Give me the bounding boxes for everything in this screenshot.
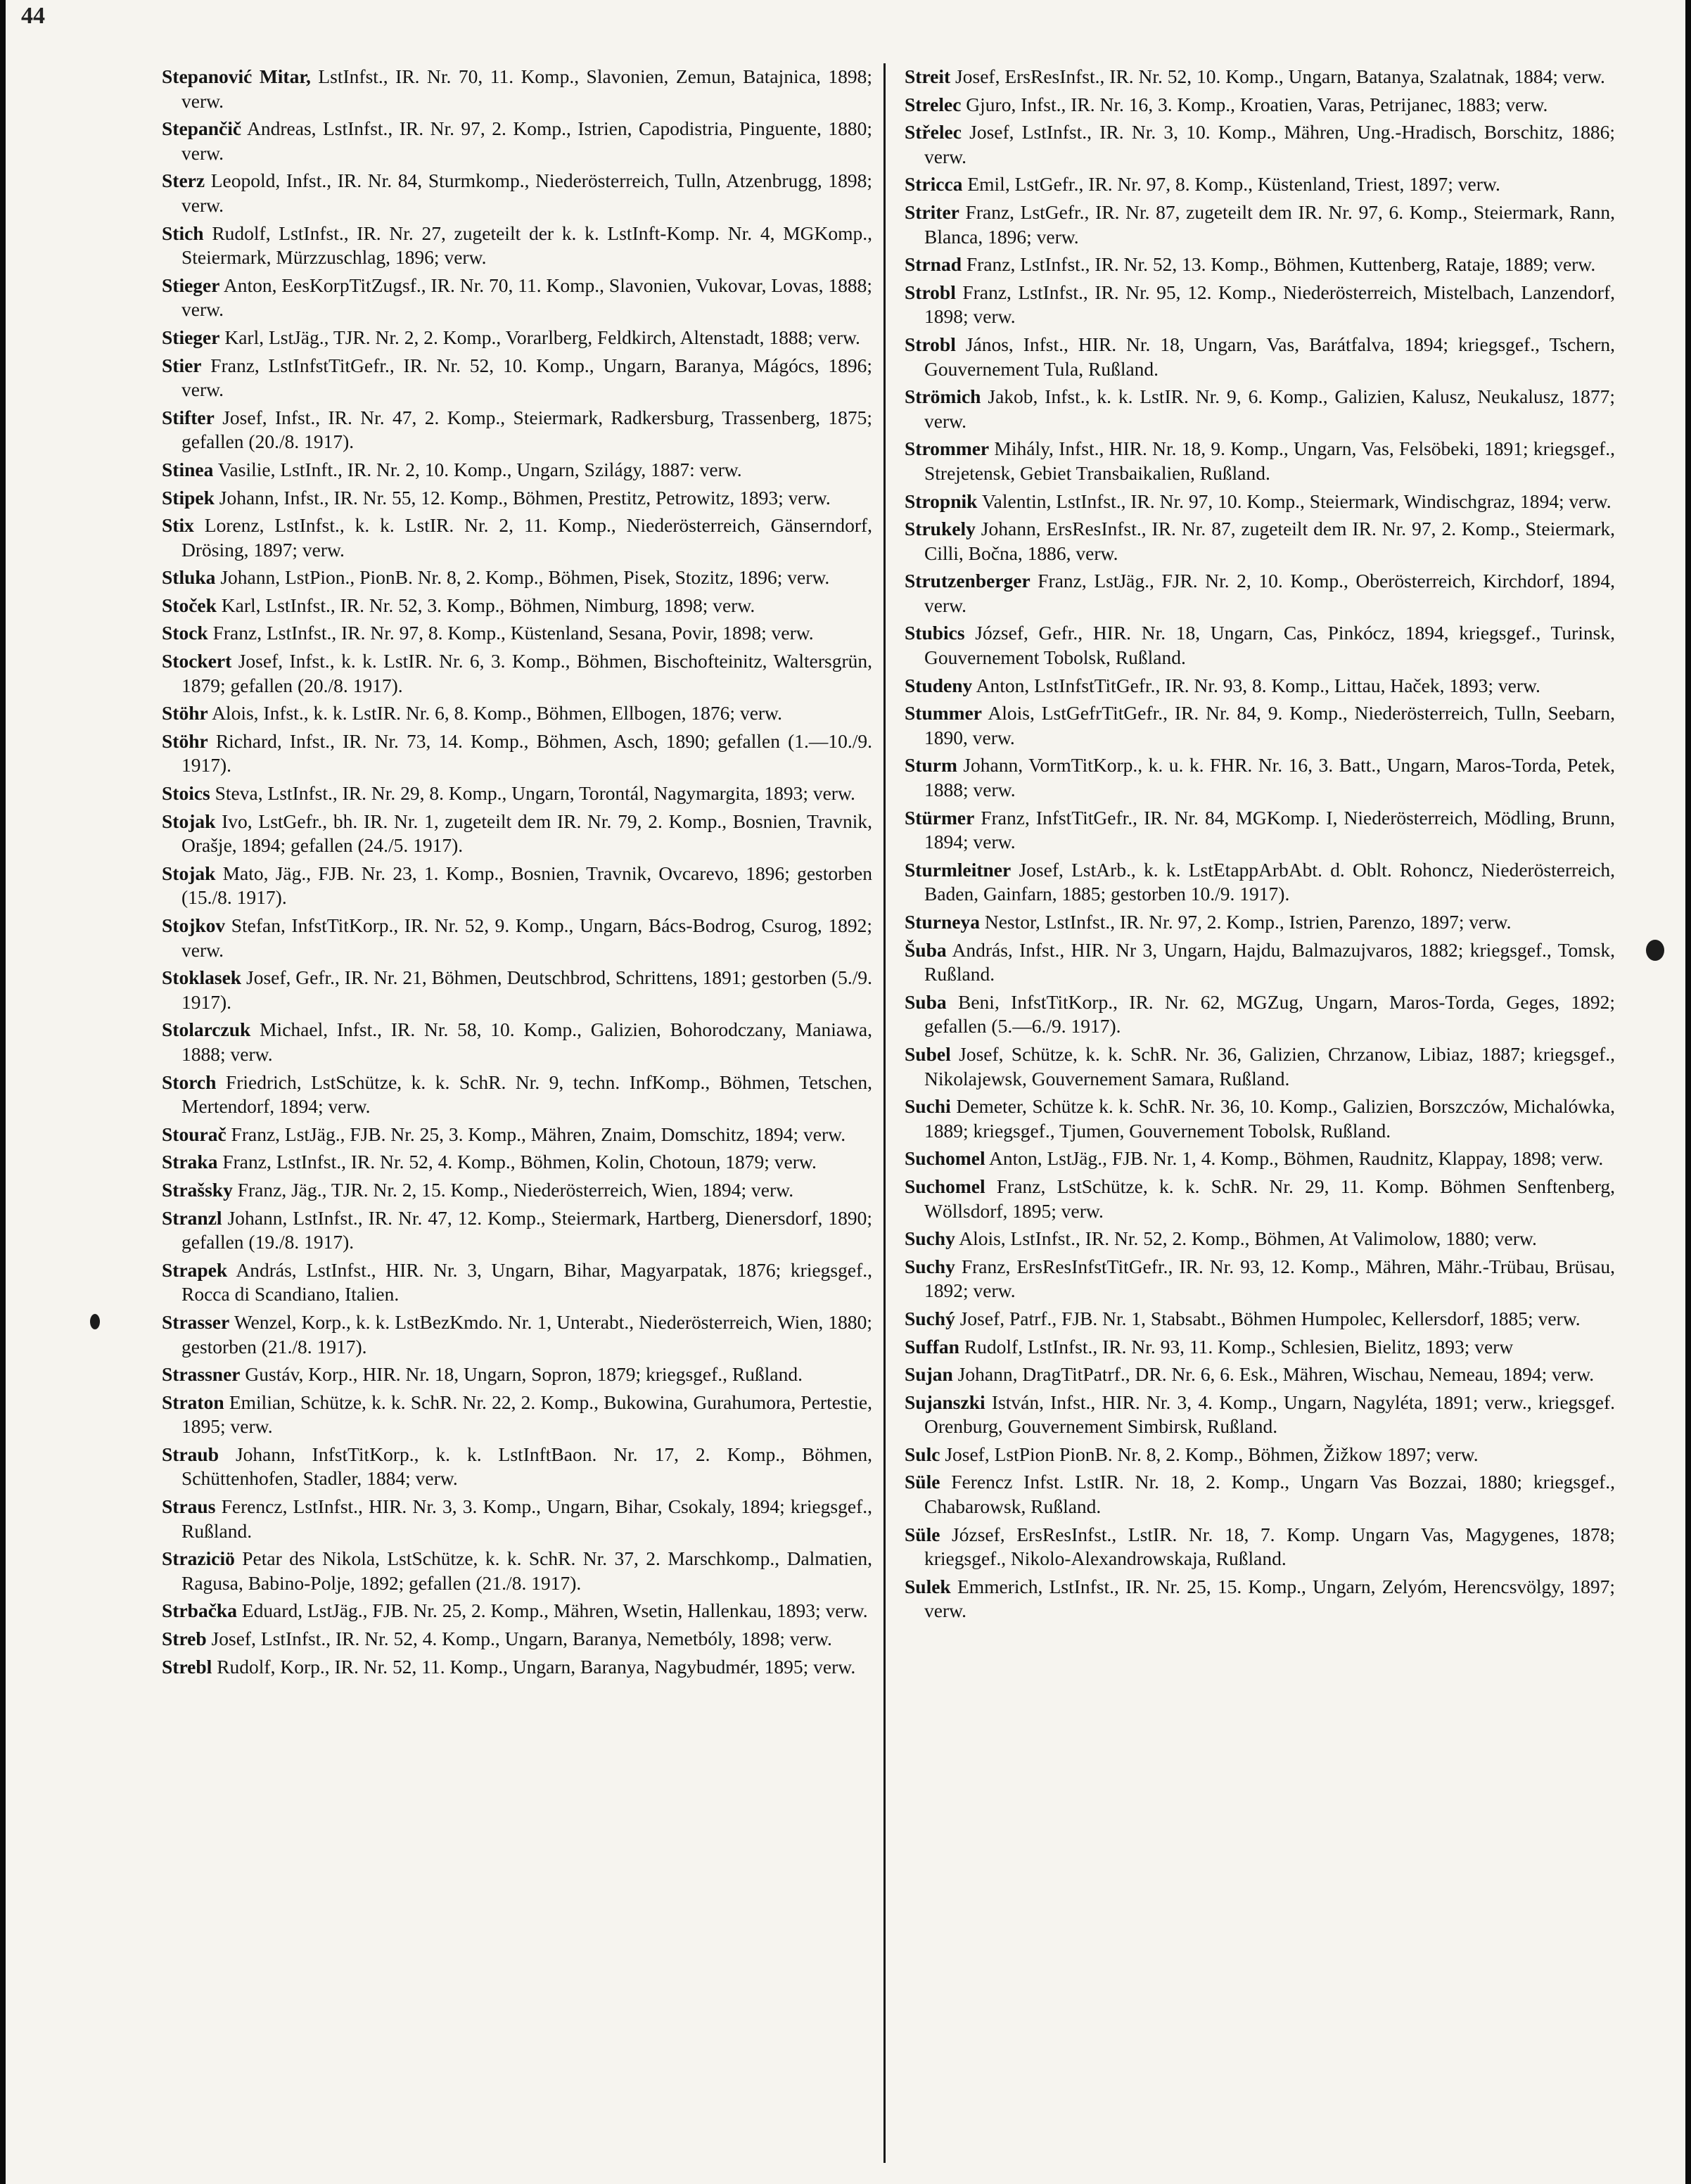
entry-surname: Stojkov	[162, 914, 226, 936]
entry-details: Anton, EesKorpTitZugsf., IR. Nr. 70, 11. Komp., Slavonien, Vukovar, Lovas, 1888; verw.	[181, 274, 873, 321]
entry-details: Jakob, Infst., k. k. LstIR. Nr. 9, 6. Komp., Galizien, Kalusz, Neukalusz, 1877; verw.	[924, 385, 1616, 432]
casualty-entry	[905, 1470, 1615, 1519]
casualty-entry	[162, 594, 872, 618]
casualty-entry	[162, 1443, 872, 1491]
entry-details: Anton, LstJäg., FJB. Nr. 1, 4. Komp., Böhmen, Raudnitz, Klappay, 1898; verw.	[988, 1147, 1604, 1170]
entry-surname: Stolarczuk	[162, 1018, 251, 1041]
entry-details: József, ErsResInfst., LstIR. Nr. 18, 7. Komp. Ungarn Vas, Magygenes, 1878; kriegsgef., Nikolo-Alexandrowskaja, Rußland.	[924, 1523, 1615, 1570]
entry-details: Emmerich, LstInfst., IR. Nr. 25, 15. Komp., Ungarn, Zelyóm, Herencsvölgy, 1897; verw.	[924, 1575, 1615, 1622]
entry-surname: Stropnik	[905, 490, 978, 512]
casualty-entry	[162, 862, 872, 910]
entry-details: Johann, LstInfst., IR. Nr. 47, 12. Komp., Steiermark, Hartberg, Dienersdorf, 1890; gefallen (19./8. 1917).	[181, 1206, 873, 1253]
entry-details: Franz, LstInfst., IR. Nr. 97, 8. Komp., Küstenland, Sesana, Povir, 1898; verw.	[212, 622, 814, 644]
casualty-entry	[162, 406, 872, 454]
entry-details: Mihály, Infst., HIR. Nr. 18, 9. Komp., Ungarn, Vas, Felsöbeki, 1891; kriegsgef., Strejetensk, Gebiet Transbaikalien, Rußland.	[924, 438, 1616, 484]
entry-details: Josef, Infst., k. k. LstIR. Nr. 6, 3. Komp., Böhmen, Bischofteinitz, Waltersgrün, 1879; gefallen (20./8. 1917).	[181, 650, 872, 696]
casualty-entry	[162, 1310, 872, 1359]
casualty-entry	[162, 1123, 872, 1147]
entry-surname: Stix	[162, 514, 194, 537]
entry-surname: Strašsky	[162, 1178, 233, 1201]
casualty-entry	[162, 781, 872, 806]
entry-details: Josef, Patrf., FJB. Nr. 1, Stabsabt., Böhmen Humpolec, Kellersdorf, 1885; verw.	[959, 1307, 1581, 1329]
casualty-entry	[905, 1147, 1615, 1171]
casualty-entry	[162, 914, 872, 962]
entry-details: Anton, LstInfstTitGefr., IR. Nr. 93, 8. Komp., Littau, Haček, 1893; verw.	[976, 674, 1540, 696]
entry-surname: Sturmleitner	[905, 858, 1012, 881]
entry-surname: Strnad	[905, 253, 962, 276]
entry-details: Andreas, LstInfst., IR. Nr. 97, 2. Komp., Istrien, Capodistria, Pinguente, 1880; verw.	[181, 117, 872, 164]
casualty-entry	[162, 1495, 872, 1543]
casualty-entry	[905, 1227, 1615, 1251]
entry-details: József, Gefr., HIR. Nr. 18, Ungarn, Cas, Pinkócz, 1894, kriegsgef., Turinsk, Gouvernement Tobolsk, Rußland.	[924, 622, 1616, 669]
entry-details: Josef, LstPion PionB. Nr. 8, 2. Komp., Böhmen, Žižkow 1897; verw.	[945, 1443, 1479, 1465]
entry-surname: Strbačka	[162, 1599, 237, 1622]
entry-details: Josef, ErsResInfst., IR. Nr. 52, 10. Komp., Ungarn, Batanya, Szalatnak, 1884; verw.	[955, 65, 1605, 87]
entry-surname: Straton	[162, 1391, 224, 1413]
casualty-entry	[905, 490, 1615, 514]
entry-details: Rudolf, LstInfst., IR. Nr. 27, zugeteilt der k. k. LstInft-Komp. Nr. 4, MGKomp., Steiermark, Mürzzuschlag, 1896; verw.	[181, 222, 873, 269]
casualty-entry	[162, 729, 872, 778]
casualty-entry	[162, 1206, 872, 1255]
entry-surname: Stock	[162, 622, 208, 644]
entry-details: Rudolf, Korp., IR. Nr. 52, 11. Komp., Ungarn, Baranya, Nagybudmér, 1895; verw.	[217, 1655, 856, 1678]
entry-details: Johann, LstPion., PionB. Nr. 8, 2. Komp., Böhmen, Pisek, Stozitz, 1896; verw.	[220, 566, 830, 589]
casualty-entry	[905, 253, 1615, 277]
entry-details: Franz, LstGefr., IR. Nr. 87, zugeteilt dem IR. Nr. 97, 6. Komp., Steiermark, Rann, Blanca, 1896; verw.	[924, 200, 1616, 248]
entry-surname: Suffan	[905, 1335, 959, 1358]
casualty-entry	[162, 1150, 872, 1175]
entry-details: Karl, LstInfst., IR. Nr. 52, 3. Komp., Böhmen, Nimburg, 1898; verw.	[221, 594, 755, 616]
entry-surname: Strapek	[162, 1258, 228, 1281]
casualty-entry	[905, 806, 1615, 855]
casualty-entry	[905, 910, 1615, 935]
entry-surname: Striter	[905, 200, 959, 223]
entry-surname: Sterz	[162, 170, 205, 192]
entry-surname: Stummer	[905, 702, 982, 724]
entry-details: Alois, LstGefrTitGefr., IR. Nr. 84, 9. Komp., Niederösterreich, Tulln, Seebarn, 1890, verw.	[924, 702, 1615, 748]
entry-surname: Stinea	[162, 458, 214, 480]
entry-details: Petar des Nikola, LstSchütze, k. k. SchR. Nr. 37, 2. Marschkomp., Dalmatien, Ragusa, Babino-Polje, 1892; gefallen (21./8. 1917).	[181, 1547, 872, 1594]
casualty-entry	[905, 517, 1615, 566]
entry-details: István, Infst., HIR. Nr. 3, 4. Komp., Ungarn, Nagyléta, 1891; verw., kriegsgef. Orenburg, Gouvernement Simbirsk, Rußland.	[924, 1391, 1616, 1438]
entry-surname: Suchomel	[905, 1147, 985, 1170]
casualty-entry	[905, 93, 1615, 117]
casualty-entry	[905, 281, 1615, 329]
entry-surname: Stieger	[162, 274, 220, 296]
entry-details: Beni, InfstTitKorp., IR. Nr. 62, MGZug, Ungarn, Maros-Torda, Geges, 1892; gefallen (5.—6./9. 1917).	[924, 990, 1616, 1037]
entry-details: Lorenz, LstInfst., k. k. LstIR. Nr. 2, 11. Komp., Niederösterreich, Gänserndorf, Drösing, 1897; verw.	[181, 514, 873, 561]
entry-details: Valentin, LstInfst., IR. Nr. 97, 10. Komp., Steiermark, Windischgraz, 1894; verw.	[981, 490, 1612, 512]
entry-surname: Straub	[162, 1443, 219, 1465]
entry-details: Franz, LstSchütze, k. k. SchR. Nr. 29, 11. Komp. Böhmen Senftenberg, Wöllsdorf, 1895; verw.	[924, 1175, 1616, 1222]
casualty-entry	[162, 354, 872, 402]
casualty-entry	[162, 486, 872, 511]
entry-surname: Stoklasek	[162, 966, 242, 989]
casualty-entry	[162, 513, 872, 562]
entry-surname: Šuba	[905, 938, 947, 961]
entry-surname: Suchy	[905, 1255, 955, 1277]
entry-details: Ivo, LstGefr., bh. IR. Nr. 1, zugeteilt dem IR. Nr. 79, 2. Komp., Bosnien, Travnik, Orašje, 1894; gefallen (24./5. 1917).	[181, 810, 873, 857]
entry-surname: Süle	[905, 1523, 940, 1545]
entry-details: Josef, Schütze, k. k. SchR. Nr. 36, Galizien, Chrzanow, Libiaz, 1887; kriegsgef., Nikolajewsk, Gouvernement Samara, Rußland.	[924, 1042, 1616, 1090]
entry-surname: Streb	[162, 1628, 207, 1650]
entry-details: András, LstInfst., HIR. Nr. 3, Ungarn, Bihar, Magyarpatak, 1876; kriegsgef., Rocca di Scandiano, Italien.	[181, 1258, 873, 1305]
entry-surname: Strebl	[162, 1655, 212, 1678]
entry-surname: Strömich	[905, 385, 981, 408]
casualty-entry	[905, 120, 1615, 169]
entry-surname: Stoics	[162, 782, 210, 805]
entry-surname: Sulek	[905, 1575, 951, 1597]
entry-details: Eduard, LstJäg., FJB. Nr. 25, 2. Komp., Mähren, Wsetin, Hallenkau, 1893; verw.	[241, 1599, 868, 1622]
entry-details: Emil, LstGefr., IR. Nr. 97, 8. Komp., Küstenland, Triest, 1897; verw.	[967, 173, 1500, 196]
entry-details: Stefan, InfstTitKorp., IR. Nr. 52, 9. Komp., Ungarn, Bács-Bodrog, Csurog, 1892; verw.	[181, 914, 872, 961]
casualty-entry	[905, 1362, 1615, 1387]
entry-surname: Strutzenberger	[905, 570, 1030, 592]
entry-surname: Sturneya	[905, 911, 980, 933]
entry-details: Johann, ErsResInfst., IR. Nr. 87, zugeteilt dem IR. Nr. 97, 2. Komp., Steiermark, Cilli, Bočna, 1886, verw.	[924, 518, 1615, 564]
entry-surname: Stojak	[162, 810, 216, 832]
entry-surname: Stepanović Mitar,	[162, 65, 311, 87]
casualty-entry	[162, 222, 872, 270]
entry-surname: Stier	[162, 354, 202, 376]
entry-surname: Sujanszki	[905, 1391, 985, 1413]
casualty-entry	[905, 753, 1615, 802]
entry-surname: Sulc	[905, 1443, 940, 1465]
entry-details: Franz, LstJäg., FJR. Nr. 2, 10. Komp., Oberösterreich, Kirchdorf, 1894, verw.	[924, 570, 1615, 616]
casualty-entry	[162, 274, 872, 322]
page-scan	[6, 0, 1685, 2184]
entry-surname: Storch	[162, 1071, 217, 1093]
entry-details: Josef, LstInfst., IR. Nr. 3, 10. Komp., Mähren, Ung.-Hradisch, Borschitz, 1886; verw.	[924, 121, 1615, 167]
entry-details: Johann, VormTitKorp., k. u. k. FHR. Nr. 16, 3. Batt., Ungarn, Maros-Torda, Petek, 1888; verw.	[924, 754, 1615, 801]
entry-surname: Studeny	[905, 674, 973, 696]
entry-surname: Stricca	[905, 173, 963, 196]
entry-details: Michael, Infst., IR. Nr. 58, 10. Komp., Galizien, Bohorodczany, Maniawa, 1888; verw.	[181, 1018, 873, 1065]
entry-surname: Stepančič	[162, 117, 242, 140]
entry-surname: Straka	[162, 1151, 218, 1173]
casualty-entry	[162, 966, 872, 1014]
casualty-entry	[905, 1443, 1615, 1467]
entry-details: Ferencz Infst. LstIR. Nr. 18, 2. Komp., Ungarn Vas Bozzai, 1880; kriegsgef., Chabarowsk, Rußland.	[924, 1471, 1615, 1518]
entry-surname: Stürmer	[905, 806, 975, 829]
casualty-entry	[905, 65, 1615, 89]
entry-details: Josef, Infst., IR. Nr. 47, 2. Komp., Steiermark, Radkersburg, Trassenberg, 1875; gefallen (20./8. 1917).	[181, 406, 873, 453]
entry-surname: Stich	[162, 222, 204, 244]
casualty-entry	[162, 621, 872, 646]
entry-surname: Sturm	[905, 754, 957, 777]
entry-surname: Stranzl	[162, 1206, 222, 1229]
casualty-entry	[905, 1094, 1615, 1143]
casualty-entry	[905, 1307, 1615, 1332]
casualty-entry	[162, 701, 872, 726]
entry-surname: Suchi	[905, 1095, 951, 1118]
entry-details: Johann, InfstTitKorp., k. k. LstInftBaon. Nr. 17, 2. Komp., Böhmen, Schüttenhofen, Stadler, 1884; verw.	[181, 1443, 873, 1490]
entry-details: Johann, DragTitPatrf., DR. Nr. 6, 6. Esk., Mähren, Wischau, Nemeau, 1894; verw.	[957, 1363, 1595, 1386]
entry-details: Franz, LstInfst., IR. Nr. 52, 4. Komp., Böhmen, Kolin, Chotoun, 1879; verw.	[222, 1151, 817, 1173]
entry-details: Richard, Infst., IR. Nr. 73, 14. Komp., Böhmen, Asch, 1890; gefallen (1.—10./9. 1917).	[181, 729, 873, 777]
entry-details: Leopold, Infst., IR. Nr. 84, Sturmkomp., Niederösterreich, Tulln, Atzenbrugg, 1898; verw.	[181, 170, 873, 216]
entry-surname: Straziciö	[162, 1547, 235, 1570]
entry-surname: Sujan	[905, 1363, 953, 1386]
entry-details: Emilian, Schütze, k. k. SchR. Nr. 22, 2. Komp., Bukowina, Gurahumora, Pertestie, 1895; verw.	[181, 1391, 872, 1438]
entry-surname: Stipek	[162, 486, 215, 509]
entry-surname: Stoček	[162, 594, 217, 616]
casualty-entry	[162, 649, 872, 698]
casualty-entry	[905, 385, 1615, 433]
entry-surname: Suba	[905, 990, 947, 1013]
entry-details: Alois, Infst., k. k. LstIR. Nr. 6, 8. Komp., Böhmen, Ellbogen, 1876; verw.	[212, 702, 783, 724]
entry-details: Josef, LstArb., k. k. LstEtappArbAbt. d. Oblt. Rohoncz, Niederösterreich, Baden, Gainfarn, 1885; gestorben 10./9. 1917).	[924, 858, 1616, 905]
entry-details: Rudolf, LstInfst., IR. Nr. 93, 11. Komp., Schlesien, Bielitz, 1893; verw	[964, 1335, 1514, 1358]
right-column	[905, 65, 1615, 1627]
casualty-entry	[162, 169, 872, 217]
entry-details: Mato, Jäg., FJB. Nr. 23, 1. Komp., Bosnien, Travnik, Ovcarevo, 1896; gestorben (15./8. 1917).	[181, 862, 872, 909]
entry-surname: Stieger	[162, 326, 220, 348]
casualty-entry	[162, 1178, 872, 1203]
casualty-entry	[905, 437, 1615, 485]
page-number: 44	[21, 3, 45, 29]
entry-details: Franz, InfstTitGefr., IR. Nr. 84, MGKomp. I, Niederösterreich, Mödling, Brunn, 1894; verw.	[924, 806, 1616, 853]
entry-details: Gustáv, Korp., HIR. Nr. 18, Ungarn, Sopron, 1879; kriegsgef., Rußland.	[245, 1363, 803, 1386]
entry-surname: Střelec	[905, 121, 962, 143]
casualty-entry	[162, 326, 872, 350]
entry-surname: Stockert	[162, 650, 232, 672]
entry-details: Franz, LstInfst., IR. Nr. 52, 13. Komp., Böhmen, Kuttenberg, Rataje, 1889; verw.	[966, 253, 1596, 276]
entry-details: Nestor, LstInfst., IR. Nr. 97, 2. Komp., Istrien, Parenzo, 1897; verw.	[984, 911, 1512, 933]
casualty-entry	[162, 1627, 872, 1652]
entry-surname: Stöhr	[162, 729, 208, 752]
entry-surname: Stöhr	[162, 702, 208, 724]
entry-surname: Süle	[905, 1471, 940, 1493]
entry-details: Josef, Gefr., IR. Nr. 21, Böhmen, Deutschbrod, Schrittens, 1891; gestorben (5./9. 1917).	[181, 966, 873, 1013]
casualty-entry	[905, 1255, 1615, 1303]
entry-surname: Strelec	[905, 93, 962, 115]
entry-surname: Suchomel	[905, 1175, 985, 1197]
casualty-entry	[162, 1547, 872, 1595]
entry-details: Josef, LstInfst., IR. Nr. 52, 4. Komp., Ungarn, Baranya, Nemetbóly, 1898; verw.	[211, 1628, 832, 1650]
entry-details: Steva, LstInfst., IR. Nr. 29, 8. Komp., Ungarn, Torontál, Nagymargita, 1893; verw.	[215, 782, 855, 805]
casualty-entry	[162, 1071, 872, 1119]
casualty-entry	[905, 674, 1615, 698]
casualty-entry	[162, 458, 872, 483]
entry-surname: Stubics	[905, 622, 965, 644]
entry-surname: Strukely	[905, 518, 976, 540]
entry-details: Franz, LstInfst., IR. Nr. 95, 12. Komp., Niederösterreich, Mistelbach, Lanzendorf, 1898; verw.	[924, 281, 1615, 328]
casualty-entry	[905, 1335, 1615, 1360]
casualty-entry	[162, 117, 872, 165]
entry-surname: Streit	[905, 65, 951, 87]
ink-spot	[90, 1314, 100, 1329]
entry-surname: Stifter	[162, 406, 215, 428]
ink-spot	[1646, 940, 1664, 961]
casualty-entry	[162, 1258, 872, 1307]
casualty-entry	[905, 1042, 1615, 1091]
entry-details: János, Infst., HIR. Nr. 18, Ungarn, Vas, Barátfalva, 1894; kriegsgef., Tschern, Gouvernement Tula, Rußland.	[924, 333, 1615, 380]
entry-details: Franz, ErsResInfstTitGefr., IR. Nr. 93, 12. Komp., Mähren, Mähr.-Trübau, Brüsau, 1892; verw.	[924, 1255, 1616, 1302]
entry-details: Demeter, Schütze k. k. SchR. Nr. 36, 10. Komp., Galizien, Borszczów, Michalówka, 1889; kriegsgef., Tjumen, Gouvernement Tobolsk, Rußland.	[924, 1095, 1615, 1142]
left-column	[162, 65, 872, 1682]
entry-details: Franz, LstInfstTitGefr., IR. Nr. 52, 10. Komp., Ungarn, Baranya, Mágócs, 1896; verw.	[181, 354, 873, 401]
casualty-entry	[905, 333, 1615, 381]
entry-surname: Stojak	[162, 862, 216, 884]
casualty-entry	[905, 569, 1615, 618]
entry-surname: Strobl	[905, 281, 956, 303]
casualty-entry	[162, 1391, 872, 1439]
entry-surname: Strommer	[905, 438, 990, 460]
entry-surname: Stourač	[162, 1123, 226, 1145]
casualty-entry	[905, 1575, 1615, 1623]
entry-surname: Strobl	[905, 333, 956, 355]
entry-surname: Suchý	[905, 1307, 955, 1329]
entry-details: Franz, LstJäg., FJB. Nr. 25, 3. Komp., Mähren, Znaim, Domschitz, 1894; verw.	[231, 1123, 846, 1145]
casualty-entry	[162, 566, 872, 590]
casualty-entry	[162, 1018, 872, 1066]
entry-surname: Suchy	[905, 1227, 955, 1250]
casualty-entry	[162, 810, 872, 858]
entry-surname: Strassner	[162, 1363, 241, 1386]
entry-details: Alois, LstInfst., IR. Nr. 52, 2. Komp., Böhmen, At Valimolow, 1880; verw.	[959, 1227, 1537, 1250]
casualty-entry	[905, 1523, 1615, 1571]
entry-surname: Straus	[162, 1495, 216, 1518]
entry-details: LstInfst., IR. Nr. 70, 11. Komp., Slavonien, Zemun, Batajnica, 1898; verw.	[181, 65, 872, 112]
entry-details: András, Infst., HIR. Nr 3, Ungarn, Hajdu, Balmazujvaros, 1882; kriegsgef., Tomsk, Rußland.	[924, 938, 1615, 985]
entry-details: Friedrich, LstSchütze, k. k. SchR. Nr. 9, techn. InfKomp., Böhmen, Tetschen, Mertendorf, 1894; verw.	[181, 1071, 873, 1118]
casualty-entry	[905, 858, 1615, 907]
casualty-entry	[905, 938, 1615, 987]
casualty-entry	[905, 990, 1615, 1039]
casualty-entry	[162, 65, 872, 113]
casualty-entry	[162, 1362, 872, 1387]
casualty-entry	[905, 200, 1615, 249]
column-divider	[883, 63, 886, 2163]
entry-details: Gjuro, Infst., IR. Nr. 16, 3. Komp., Kroatien, Varas, Petrijanec, 1883; verw.	[966, 93, 1548, 115]
casualty-entry	[905, 172, 1615, 197]
entry-details: Franz, Jäg., TJR. Nr. 2, 15. Komp., Niederösterreich, Wien, 1894; verw.	[237, 1178, 794, 1201]
casualty-entry	[905, 1391, 1615, 1439]
entry-details: Ferencz, LstInfst., HIR. Nr. 3, 3. Komp., Ungarn, Bihar, Csokaly, 1894; kriegsgef., Rußland.	[181, 1495, 872, 1542]
entry-surname: Subel	[905, 1042, 951, 1065]
casualty-entry	[905, 1175, 1615, 1223]
entry-details: Johann, Infst., IR. Nr. 55, 12. Komp., Böhmen, Prestitz, Petrowitz, 1893; verw.	[219, 486, 831, 509]
casualty-entry	[162, 1599, 872, 1623]
entry-surname: Stluka	[162, 566, 216, 589]
entry-details: Vasilie, LstInft., IR. Nr. 2, 10. Komp., Ungarn, Szilágy, 1887: verw.	[217, 458, 742, 480]
entry-details: Wenzel, Korp., k. k. LstBezKmdo. Nr. 1, Unterabt., Niederösterreich, Wien, 1880; gestorben (21./8. 1917).	[181, 1310, 872, 1358]
casualty-entry	[905, 621, 1615, 670]
entry-details: Karl, LstJäg., TJR. Nr. 2, 2. Komp., Vorarlberg, Feldkirch, Altenstadt, 1888; verw.	[224, 326, 860, 348]
entry-surname: Strasser	[162, 1310, 230, 1333]
casualty-entry	[162, 1655, 872, 1680]
casualty-entry	[905, 701, 1615, 750]
